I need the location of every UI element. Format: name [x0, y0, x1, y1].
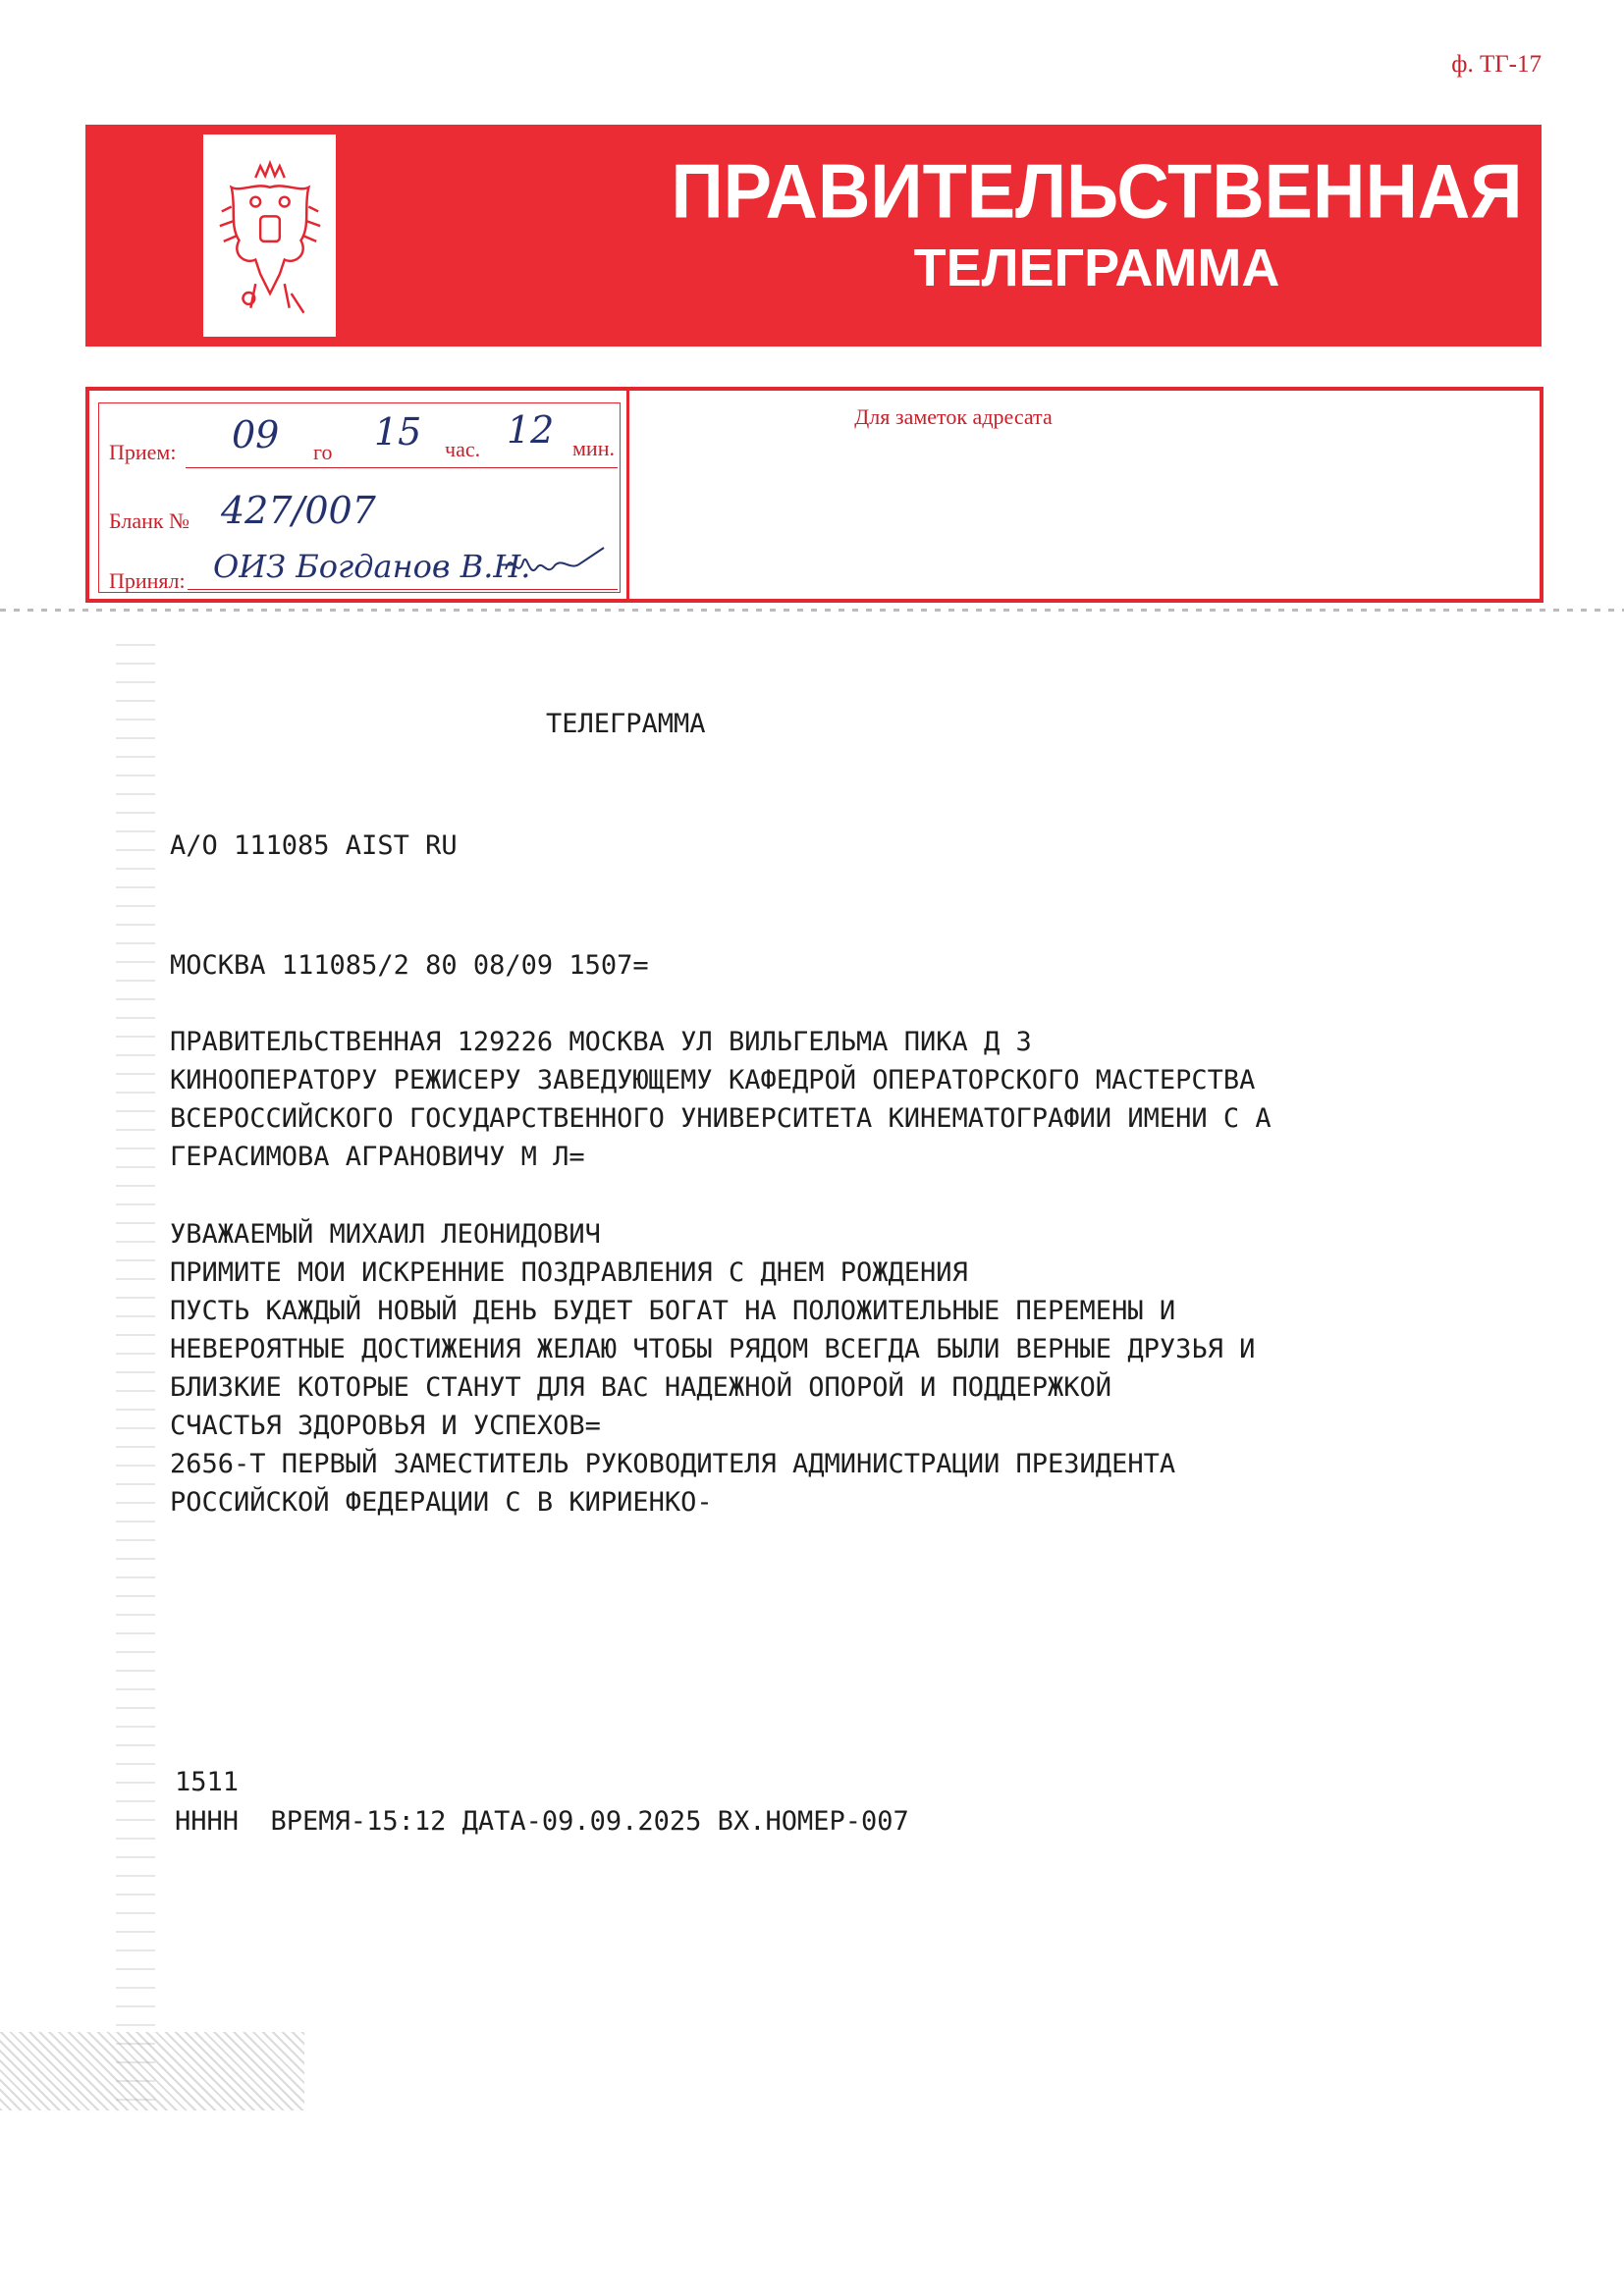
body-line: 2656-Т ПЕРВЫЙ ЗАМЕСТИТЕЛЬ РУКОВОДИТЕЛЯ АДМИНИСТРАЦИИ ПРЕЗИДЕНТА — [170, 1449, 1176, 1479]
address-line: ВСЕРОССИЙСКОГО ГОСУДАРСТВЕННОГО УНИВЕРСИТЕТА КИНЕМАТОГРАФИИ ИМЕНИ С А — [170, 1103, 1272, 1134]
reception-form — [85, 387, 1543, 603]
body-line: РОССИЙСКОЙ ФЕДЕРАЦИИ С В КИРИЕНКО- — [170, 1487, 713, 1518]
received-minutes: 12 — [507, 408, 555, 452]
russian-coat-of-arms-icon — [212, 147, 328, 324]
received-hour: 15 — [374, 410, 422, 454]
address-line: ПРАВИТЕЛЬСТВЕННАЯ 129226 МОСКВА УЛ ВИЛЬГЕЛЬМА ПИКА Д 3 — [170, 1027, 1032, 1057]
footer-code: 1511 — [175, 1767, 240, 1797]
telegram-heading: ТЕЛЕГРАММА — [546, 709, 706, 739]
label-received: Прием: — [109, 440, 177, 464]
form-code: ф. ТГ-17 — [1451, 51, 1542, 78]
notes-label: Для заметок адресата — [854, 404, 1053, 429]
label-blank: Бланк № — [109, 508, 190, 533]
received-day: 09 — [232, 413, 280, 456]
label-hours: час. — [445, 437, 481, 461]
address-line: ГЕРАСИМОВА АГРАНОВИЧУ М Л= — [170, 1142, 585, 1172]
scan-speckle — [0, 2032, 304, 2110]
body-line: ПРИМИТЕ МОИ ИСКРЕННИЕ ПОЗДРАВЛЕНИЯ С ДНЕМ РОЖДЕНИЯ — [170, 1257, 968, 1288]
received-underline — [186, 467, 618, 468]
footer-line: НННН ВРЕМЯ-15:12 ДАТА-09.09.2025 ВХ.НОМЕР-007 — [175, 1806, 909, 1837]
body-line: НЕВЕРОЯТНЫЕ ДОСТИЖЕНИЯ ЖЕЛАЮ ЧТОБЫ РЯДОМ ВСЕГДА БЫЛИ ВЕРНЫЕ ДРУЗЬЯ И — [170, 1334, 1256, 1364]
address-line: КИНООПЕРАТОРУ РЕЖИСЕРУ ЗАВЕДУЮЩЕМУ КАФЕДРОЙ ОПЕРАТОРСКОГО МАСТЕРСТВА — [170, 1065, 1256, 1095]
body-line: БЛИЗКИЕ КОТОРЫЕ СТАНУТ ДЛЯ ВАС НАДЕЖНОЙ ОПОРОЙ И ПОДДЕРЖКОЙ — [170, 1372, 1112, 1403]
emblem-frame — [203, 134, 336, 337]
banner-title: ПРАВИТЕЛЬСТВЕННАЯ — [671, 147, 1523, 235]
answerback-line: A/O 111085 AIST RU — [170, 830, 458, 861]
origin-line: МОСКВА 111085/2 80 08/09 1507= — [170, 950, 649, 981]
label-go: го — [313, 440, 333, 464]
body-line: СЧАСТЬЯ ЗДОРОВЬЯ И УСПЕХОВ= — [170, 1411, 601, 1441]
accepted-by: ОИЗ Богданов В.Н. — [213, 548, 531, 585]
blank-number: 427/007 — [221, 489, 376, 532]
body-line: УВАЖАЕМЫЙ МИХАИЛ ЛЕОНИДОВИЧ — [170, 1219, 601, 1250]
accepted-underline — [188, 589, 618, 590]
body-line: ПУСТЬ КАЖДЫЙ НОВЫЙ ДЕНЬ БУДЕТ БОГАТ НА ПОЛОЖИТЕЛЬНЫЕ ПЕРЕМЕНЫ И — [170, 1296, 1176, 1326]
label-accepted: Принял: — [109, 568, 186, 593]
scan-divider — [0, 609, 1624, 612]
label-minutes: мин. — [572, 436, 615, 460]
signature-icon — [502, 540, 610, 589]
header-banner — [85, 125, 1542, 347]
scan-noise — [116, 628, 155, 2101]
banner-subtitle: ТЕЛЕГРАММА — [913, 239, 1280, 297]
